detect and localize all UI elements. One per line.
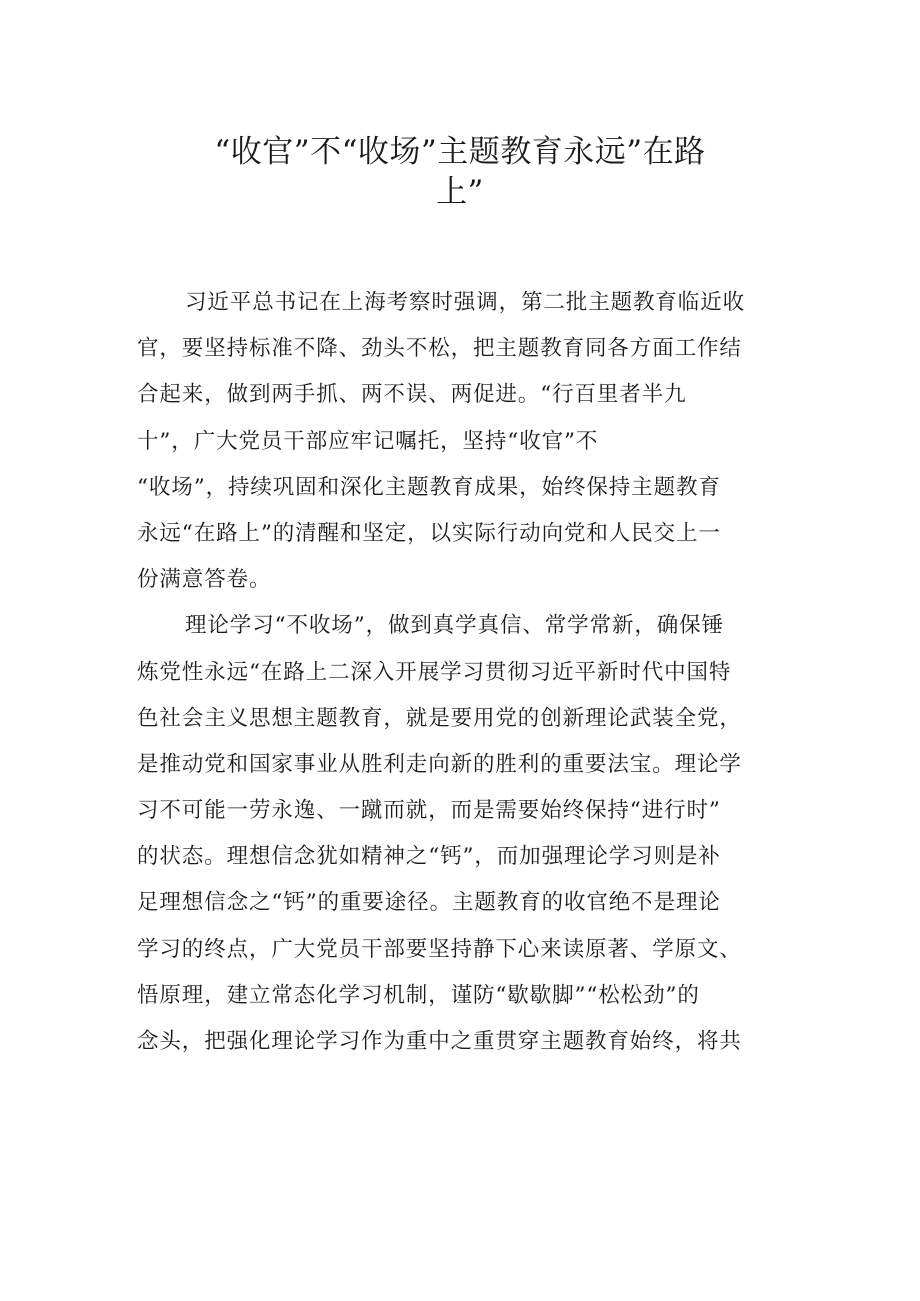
document-body [137,280,767,1065]
paragraph-line: 学习的终点，广大党员干部要坚持静下心来读原著、学原文、 [137,936,742,962]
paragraph-1 [137,280,767,603]
paragraph-line: 悟原理，建立常态化学习机制，谨防“歇歇脚”“松松劲”的 [137,982,700,1008]
paragraph-line: 是推动党和国家事业从胜利走向新的胜利的重要法宝。理论学 [137,751,742,777]
title-line: “收官”不“收场”主题教育永远”在路 [214,134,706,170]
paragraph-line: 炼党性永远“在路上二深入开展学习贯彻习近平新时代中国特 [137,659,732,685]
title-line: 上” [436,174,484,210]
document-title [140,132,780,212]
paragraph-line: 官，要坚持标准不降、劲头不松，把主题教育同各方面工作结 [137,336,742,362]
paragraph-line: 足理想信念之“钙”的重要途径。主题教育的收官绝不是理论 [137,890,721,916]
paragraph-line: 永远“在路上”的清醒和坚定，以实际行动向党和人民交上一 [137,520,721,546]
paragraph-line: “收场”，持续巩固和深化主题教育成果，始终保持主题教育 [137,474,721,500]
paragraph-line: 的状态。理想信念犹如精神之“钙”，而加强理论学习则是补 [137,844,721,870]
paragraph-line: 色社会主义思想主题教育，就是要用党的创新理论武装全党， [137,705,742,731]
paragraph-line: 理论学习“不收场”，做到真学真信、常学常新，确保锤 [185,613,724,639]
paragraph-2 [137,603,767,1065]
paragraph-line: 念头，把强化理论学习作为重中之重贯穿主题教育始终，将共 [137,1029,742,1054]
paragraph-line: 习不可能一劳永逸、一蹴而就，而是需要始终保持“进行时” [137,798,721,824]
paragraph-line: 份满意答卷。 [137,567,272,593]
paragraph-line: 习近平总书记在上海考察时强调，第二批主题教育临近收 [185,290,746,315]
paragraph-line: 合起来，做到两手抓、两不误、两促进。“行百里者半九 [137,382,687,408]
paragraph-line: 十”，广大党员干部应牢记嘱托，坚持“收官”不 [137,428,599,454]
